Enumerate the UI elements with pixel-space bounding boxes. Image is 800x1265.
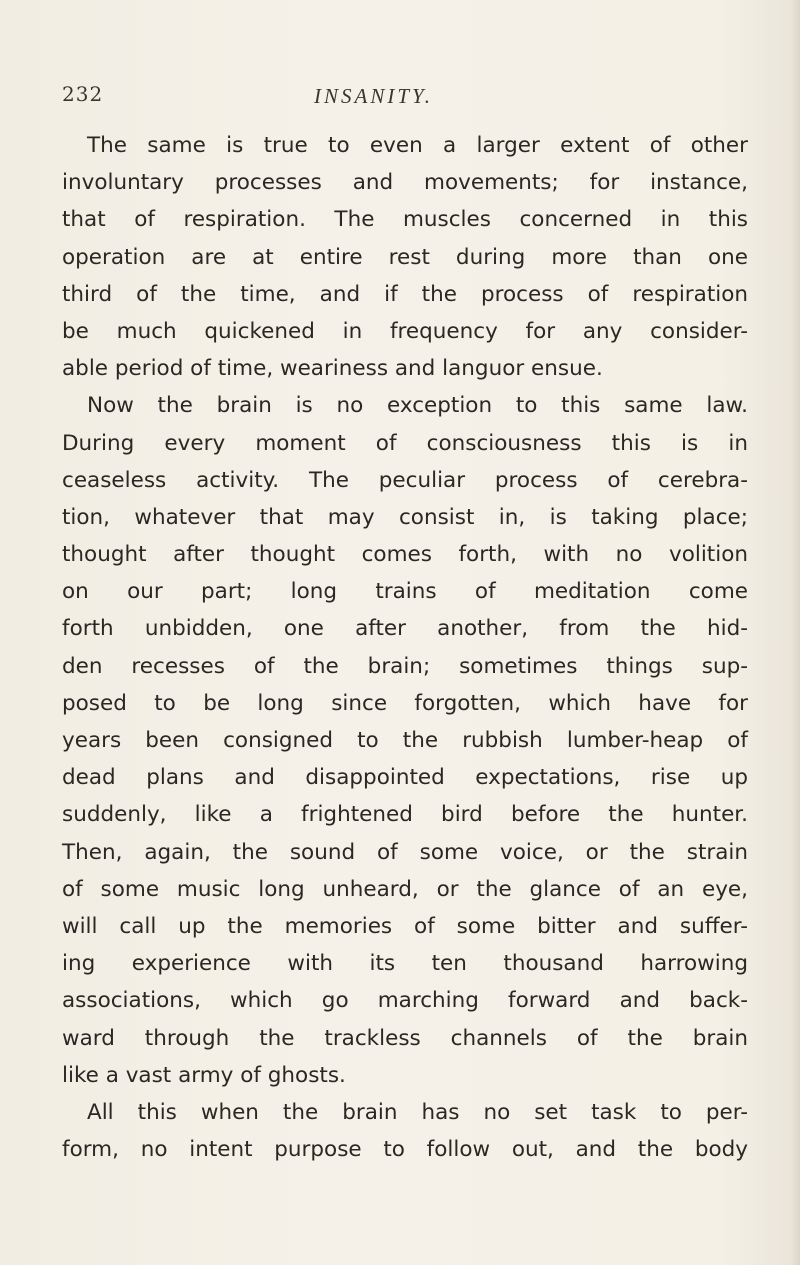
text-line: ing experience with its ten thousand harrowing [62, 951, 748, 977]
text-line: tion, whatever that may consist in, is taking place; [62, 504, 748, 530]
text-line: ward through the trackless channels of the brain [62, 1025, 748, 1051]
text-line: associations, which go marching forward and back- [62, 988, 748, 1014]
text-line: will call up the memories of some bitter and suffer- [62, 913, 748, 939]
text-line: forth unbidden, one after another, from the hid- [62, 616, 748, 642]
running-head [62, 82, 742, 112]
body-text [62, 127, 748, 1168]
paragraph [62, 387, 748, 1094]
text-line: den recesses of the brain; sometimes things sup- [62, 653, 748, 679]
text-line: operation are at entire rest during more than one [62, 244, 748, 270]
text-line: third of the time, and if the process of respiration [62, 281, 748, 307]
text-line: involuntary processes and movements; for instance, [62, 170, 748, 196]
text-line: able period of time, weariness and languor ensue. [62, 356, 603, 382]
page-edge-shadow [790, 0, 800, 1265]
text-line: that of respiration. The muscles concerned in this [62, 207, 748, 233]
text-line: years been consigned to the rubbish lumber-heap of [62, 728, 748, 753]
text-line: posed to be long since forgotten, which have for [62, 690, 748, 716]
text-line: form, no intent purpose to follow out, and the body [62, 1137, 748, 1163]
text-line: suddenly, like a frightened bird before the hunter. [62, 802, 748, 828]
text-line: dead plans and disappointed expectations, rise up [62, 765, 748, 791]
text-line: on our part; long trains of meditation come [62, 579, 748, 605]
text-line: ceaseless activity. The peculiar process of cerebra- [62, 467, 748, 493]
text-line: The same is true to even a larger extent of other [87, 133, 748, 158]
paragraph [62, 1094, 748, 1168]
running-title: INSANITY. [314, 84, 434, 108]
text-line: All this when the brain has no set task to per- [87, 1099, 748, 1125]
paragraph [62, 127, 748, 387]
text-line: During every moment of consciousness this is in [62, 430, 748, 456]
text-line: be much quickened in frequency for any consider- [62, 318, 748, 344]
page-number: 232 [62, 82, 104, 106]
text-line: Now the brain is no exception to this same law. [87, 393, 748, 419]
text-line: Then, again, the sound of some voice, or the strain [62, 839, 748, 865]
text-line: like a vast army of ghosts. [62, 1062, 346, 1088]
text-line: of some music long unheard, or the glance of an eye, [62, 876, 748, 902]
text-line: thought after thought comes forth, with no volition [62, 542, 748, 568]
